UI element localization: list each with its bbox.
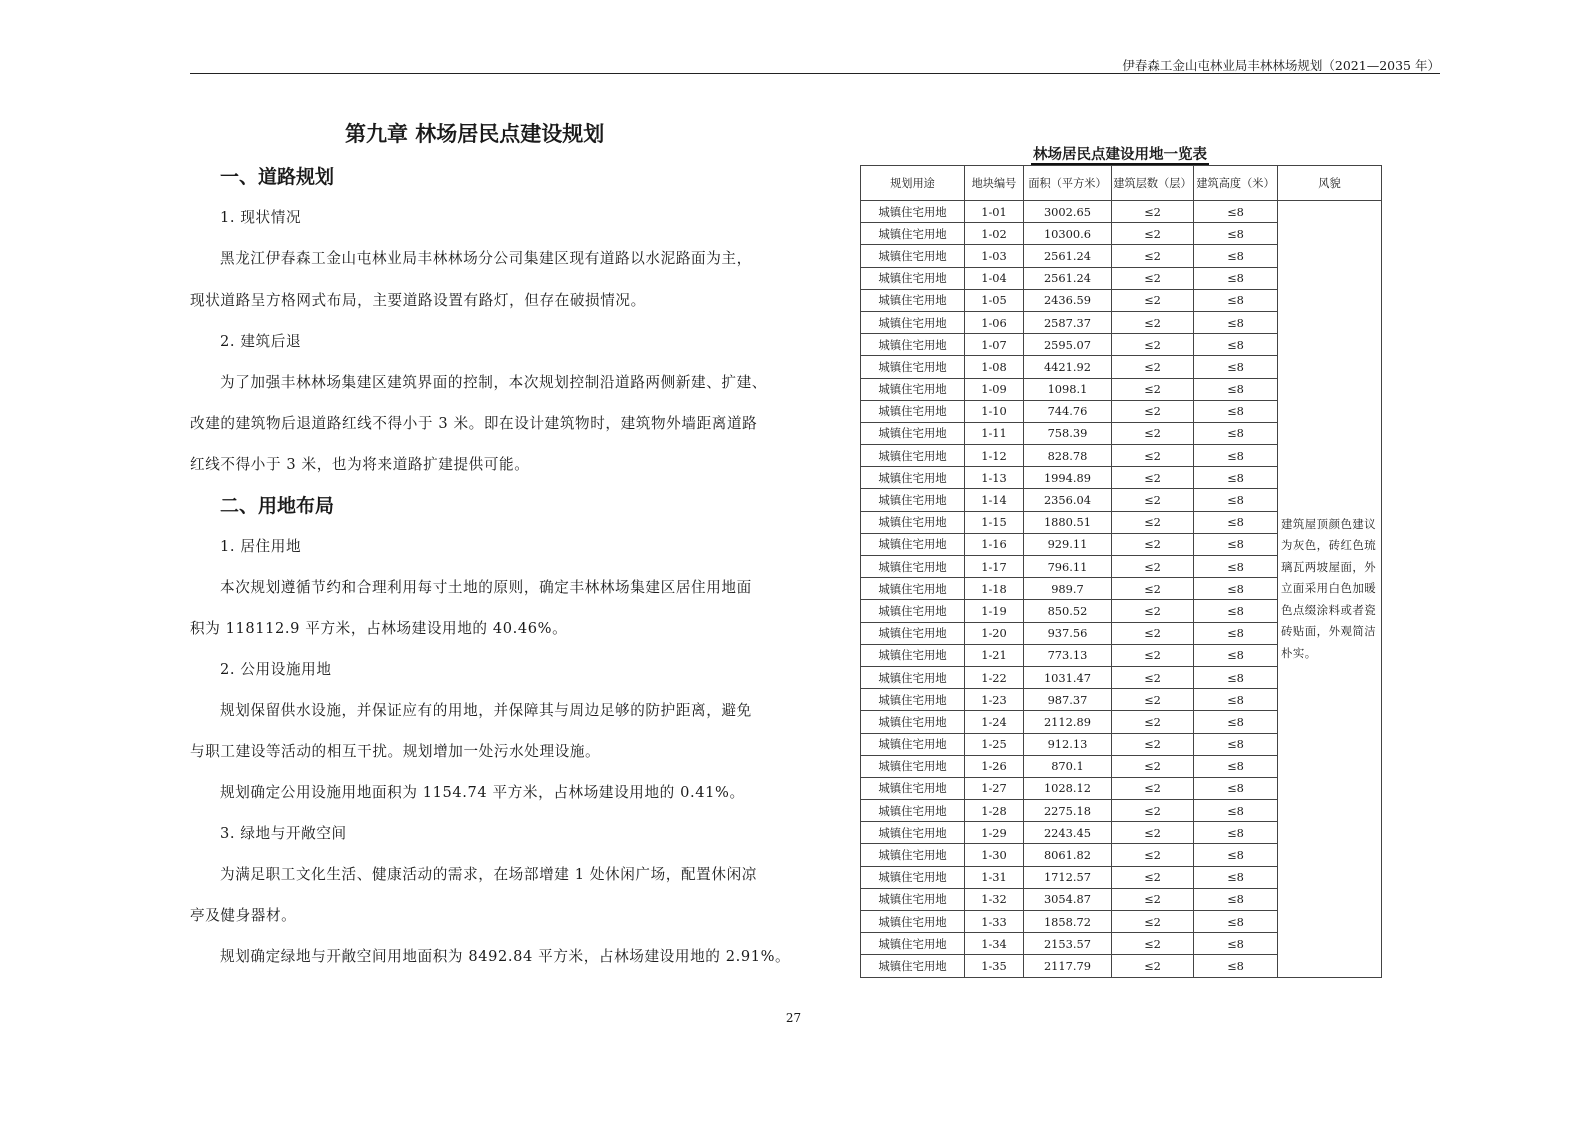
table-cell: ≤2 bbox=[1112, 311, 1194, 333]
paragraph-line: 规划保留供水设施，并保证应有的用地，并保障其与周边足够的防护距离，避免 bbox=[220, 702, 752, 719]
table-cell: 2356.04 bbox=[1024, 489, 1112, 511]
table-cell: 1-07 bbox=[965, 334, 1024, 356]
table-cell: ≤2 bbox=[1112, 578, 1194, 600]
table-cell: 城镇住宅用地 bbox=[861, 422, 965, 444]
table-cell: 2243.45 bbox=[1024, 822, 1112, 844]
table-cell: 1-12 bbox=[965, 445, 1024, 467]
column-header: 建筑层数（层） bbox=[1112, 166, 1194, 201]
paragraph-line: 改建的建筑物后退道路红线不得小于 3 米。即在设计建筑物时，建筑物外墙距离道路 bbox=[190, 415, 758, 432]
table-cell: 2117.79 bbox=[1024, 955, 1112, 977]
table-cell: ≤8 bbox=[1194, 800, 1278, 822]
table-cell: 2587.37 bbox=[1024, 311, 1112, 333]
table-cell: ≤2 bbox=[1112, 777, 1194, 799]
table-cell: 城镇住宅用地 bbox=[861, 755, 965, 777]
table-cell: 1-31 bbox=[965, 866, 1024, 888]
table-cell: 1994.89 bbox=[1024, 467, 1112, 489]
table-cell: 1-11 bbox=[965, 422, 1024, 444]
column-header: 风貌 bbox=[1278, 166, 1382, 201]
table-cell: 城镇住宅用地 bbox=[861, 223, 965, 245]
table-cell: ≤2 bbox=[1112, 600, 1194, 622]
table-cell: ≤8 bbox=[1194, 533, 1278, 555]
table-cell: ≤2 bbox=[1112, 866, 1194, 888]
paragraph-line: 本次规划遵循节约和合理利用每寸土地的原则，确定丰林林场集建区居住用地面 bbox=[220, 579, 752, 596]
table-cell: 2561.24 bbox=[1024, 245, 1112, 267]
table-cell: 城镇住宅用地 bbox=[861, 311, 965, 333]
table-cell: 1858.72 bbox=[1024, 911, 1112, 933]
table-cell: ≤8 bbox=[1194, 622, 1278, 644]
table-cell: ≤8 bbox=[1194, 556, 1278, 578]
table-cell: ≤2 bbox=[1112, 201, 1194, 223]
table-cell: ≤2 bbox=[1112, 711, 1194, 733]
column-header: 面积（平方米） bbox=[1024, 166, 1112, 201]
table-cell: 城镇住宅用地 bbox=[861, 911, 965, 933]
table-cell: ≤8 bbox=[1194, 467, 1278, 489]
table-cell: ≤8 bbox=[1194, 445, 1278, 467]
table-cell: 1-06 bbox=[965, 311, 1024, 333]
table-cell: 城镇住宅用地 bbox=[861, 800, 965, 822]
table-cell: ≤8 bbox=[1194, 223, 1278, 245]
table-cell: ≤8 bbox=[1194, 733, 1278, 755]
page-number: 27 bbox=[785, 1011, 802, 1025]
table-cell: 城镇住宅用地 bbox=[861, 400, 965, 422]
column-header: 地块编号 bbox=[965, 166, 1024, 201]
table-cell: 744.76 bbox=[1024, 400, 1112, 422]
table-cell: 1712.57 bbox=[1024, 866, 1112, 888]
table-cell: 1028.12 bbox=[1024, 777, 1112, 799]
table-cell: 987.37 bbox=[1024, 689, 1112, 711]
chapter-title: 第九章 林场居民点建设规划 bbox=[345, 122, 605, 146]
subheading-status: 1. 现状情况 bbox=[220, 209, 302, 226]
table-cell: 城镇住宅用地 bbox=[861, 622, 965, 644]
table-cell: 929.11 bbox=[1024, 533, 1112, 555]
table-cell: 2595.07 bbox=[1024, 334, 1112, 356]
table-cell: 城镇住宅用地 bbox=[861, 777, 965, 799]
table-cell: ≤2 bbox=[1112, 800, 1194, 822]
table-cell: 1-28 bbox=[965, 800, 1024, 822]
table-cell: 1-10 bbox=[965, 400, 1024, 422]
land-use-table bbox=[860, 165, 1382, 978]
table-cell: ≤8 bbox=[1194, 888, 1278, 910]
table-cell: 城镇住宅用地 bbox=[861, 689, 965, 711]
table-cell: 城镇住宅用地 bbox=[861, 511, 965, 533]
table-cell: 1-14 bbox=[965, 489, 1024, 511]
table-cell: ≤8 bbox=[1194, 578, 1278, 600]
table-cell: ≤8 bbox=[1194, 489, 1278, 511]
table-cell: ≤2 bbox=[1112, 888, 1194, 910]
table-cell: 1-13 bbox=[965, 467, 1024, 489]
table-cell: 4421.92 bbox=[1024, 356, 1112, 378]
subheading-residential: 1. 居住用地 bbox=[220, 538, 302, 555]
table-cell: 2275.18 bbox=[1024, 800, 1112, 822]
table-cell: ≤2 bbox=[1112, 356, 1194, 378]
table-cell: 796.11 bbox=[1024, 556, 1112, 578]
table-cell: ≤2 bbox=[1112, 267, 1194, 289]
table-header-row bbox=[861, 166, 1382, 201]
table-cell: ≤8 bbox=[1194, 600, 1278, 622]
table-cell: ≤2 bbox=[1112, 689, 1194, 711]
subheading-greenspace: 3. 绿地与开敞空间 bbox=[220, 825, 347, 842]
paragraph-line: 规划确定绿地与开敞空间用地面积为 8492.84 平方米，占林场建设用地的 2.91%。 bbox=[220, 948, 791, 965]
table-cell: 2561.24 bbox=[1024, 267, 1112, 289]
table-cell: 城镇住宅用地 bbox=[861, 933, 965, 955]
table-cell: ≤2 bbox=[1112, 955, 1194, 977]
table-cell: ≤8 bbox=[1194, 822, 1278, 844]
table-cell: ≤8 bbox=[1194, 356, 1278, 378]
table-cell: ≤2 bbox=[1112, 911, 1194, 933]
table-cell: 1-33 bbox=[965, 911, 1024, 933]
table-cell: 城镇住宅用地 bbox=[861, 445, 965, 467]
table-cell: ≤8 bbox=[1194, 844, 1278, 866]
table-cell: 1-20 bbox=[965, 622, 1024, 644]
table-cell: ≤2 bbox=[1112, 445, 1194, 467]
table-cell: 城镇住宅用地 bbox=[861, 267, 965, 289]
table-cell: ≤2 bbox=[1112, 622, 1194, 644]
table-cell: 城镇住宅用地 bbox=[861, 955, 965, 977]
paragraph-line: 黑龙江伊春森工金山屯林业局丰林林场分公司集建区现有道路以水泥路面为主， bbox=[220, 250, 752, 267]
table-cell: 城镇住宅用地 bbox=[861, 733, 965, 755]
table-cell: ≤8 bbox=[1194, 334, 1278, 356]
paragraph-line: 规划确定公用设施用地面积为 1154.74 平方米，占林场建设用地的 0.41%。 bbox=[220, 784, 745, 801]
table-cell: ≤8 bbox=[1194, 245, 1278, 267]
table-title bbox=[860, 143, 1380, 164]
section-heading-landuse: 二、用地布局 bbox=[220, 495, 335, 517]
table-cell: ≤2 bbox=[1112, 400, 1194, 422]
table-cell: 城镇住宅用地 bbox=[861, 844, 965, 866]
table-cell: 1-34 bbox=[965, 933, 1024, 955]
table-cell: 1-27 bbox=[965, 777, 1024, 799]
section-heading-roads: 一、道路规划 bbox=[220, 166, 335, 188]
table-cell: 1-35 bbox=[965, 955, 1024, 977]
table-cell: ≤8 bbox=[1194, 866, 1278, 888]
table-cell: 城镇住宅用地 bbox=[861, 600, 965, 622]
table-cell: 城镇住宅用地 bbox=[861, 533, 965, 555]
table-cell: ≤8 bbox=[1194, 201, 1278, 223]
table-cell: 828.78 bbox=[1024, 445, 1112, 467]
table-cell: 1-19 bbox=[965, 600, 1024, 622]
table-cell: 1880.51 bbox=[1024, 511, 1112, 533]
table-cell: 城镇住宅用地 bbox=[861, 289, 965, 311]
table-cell: 城镇住宅用地 bbox=[861, 489, 965, 511]
table-cell: ≤8 bbox=[1194, 378, 1278, 400]
table-cell: ≤2 bbox=[1112, 556, 1194, 578]
table-cell: 989.7 bbox=[1024, 578, 1112, 600]
paragraph-line: 现状道路呈方格网式布局，主要道路设置有路灯，但存在破损情况。 bbox=[190, 292, 646, 309]
table-cell: 城镇住宅用地 bbox=[861, 334, 965, 356]
table-cell: 2436.59 bbox=[1024, 289, 1112, 311]
table-cell: 912.13 bbox=[1024, 733, 1112, 755]
table-cell: 城镇住宅用地 bbox=[861, 467, 965, 489]
table-cell: 1-09 bbox=[965, 378, 1024, 400]
table-cell: 1-17 bbox=[965, 556, 1024, 578]
table-cell: ≤8 bbox=[1194, 955, 1278, 977]
paragraph-line: 积为 118112.9 平方米，占林场建设用地的 40.46%。 bbox=[190, 620, 568, 637]
table-cell: ≤2 bbox=[1112, 755, 1194, 777]
table-cell: ≤8 bbox=[1194, 777, 1278, 799]
table-cell: 城镇住宅用地 bbox=[861, 644, 965, 666]
table-cell: ≤2 bbox=[1112, 334, 1194, 356]
paragraph-line: 为满足职工文化生活、健康活动的需求，在场部增建 1 处休闲广场，配置休闲凉 bbox=[220, 866, 757, 883]
table-cell: 城镇住宅用地 bbox=[861, 201, 965, 223]
paragraph-line: 与职工建设等活动的相互干扰。规划增加一处污水处理设施。 bbox=[190, 743, 601, 760]
table-cell: 1-26 bbox=[965, 755, 1024, 777]
table-cell: 1-29 bbox=[965, 822, 1024, 844]
header-rule bbox=[190, 73, 1440, 74]
table-cell: 1-15 bbox=[965, 511, 1024, 533]
table-title-text: 林场居民点建设用地一览表 bbox=[1033, 147, 1207, 163]
table-cell: ≤8 bbox=[1194, 644, 1278, 666]
subheading-setback: 2. 建筑后退 bbox=[220, 333, 302, 350]
table-cell: 3002.65 bbox=[1024, 201, 1112, 223]
table-cell: ≤8 bbox=[1194, 933, 1278, 955]
table-cell: ≤8 bbox=[1194, 267, 1278, 289]
table-cell: 1-18 bbox=[965, 578, 1024, 600]
table-cell: 1-32 bbox=[965, 888, 1024, 910]
table-cell: ≤8 bbox=[1194, 511, 1278, 533]
table-cell: 城镇住宅用地 bbox=[861, 245, 965, 267]
table-cell: ≤8 bbox=[1194, 911, 1278, 933]
table-cell: ≤2 bbox=[1112, 511, 1194, 533]
table-cell: 城镇住宅用地 bbox=[861, 578, 965, 600]
table-cell: 城镇住宅用地 bbox=[861, 556, 965, 578]
table-cell: ≤8 bbox=[1194, 422, 1278, 444]
paragraph-line: 为了加强丰林林场集建区建筑界面的控制，本次规划控制沿道路两侧新建、扩建、 bbox=[220, 374, 767, 391]
table-cell: 1031.47 bbox=[1024, 666, 1112, 688]
table-cell: 1-02 bbox=[965, 223, 1024, 245]
table-cell: 850.52 bbox=[1024, 600, 1112, 622]
table-cell: 城镇住宅用地 bbox=[861, 666, 965, 688]
table-cell: 城镇住宅用地 bbox=[861, 866, 965, 888]
table-cell: 1-16 bbox=[965, 533, 1024, 555]
table-cell: ≤2 bbox=[1112, 644, 1194, 666]
table-cell: ≤2 bbox=[1112, 533, 1194, 555]
table-cell: ≤8 bbox=[1194, 666, 1278, 688]
table-cell: 1-25 bbox=[965, 733, 1024, 755]
table-cell: ≤2 bbox=[1112, 245, 1194, 267]
table-cell: ≤2 bbox=[1112, 822, 1194, 844]
table-cell: 城镇住宅用地 bbox=[861, 888, 965, 910]
table-cell: 1-24 bbox=[965, 711, 1024, 733]
table-cell: ≤8 bbox=[1194, 689, 1278, 711]
table-body bbox=[861, 201, 1382, 978]
column-header: 建筑高度（米） bbox=[1194, 166, 1278, 201]
table-cell: 870.1 bbox=[1024, 755, 1112, 777]
table-cell: 1-03 bbox=[965, 245, 1024, 267]
table-cell: ≤8 bbox=[1194, 711, 1278, 733]
table-row bbox=[861, 201, 1382, 223]
subheading-utilities: 2. 公用设施用地 bbox=[220, 661, 332, 678]
table-cell: 1-22 bbox=[965, 666, 1024, 688]
table-cell: ≤2 bbox=[1112, 666, 1194, 688]
table-cell: ≤2 bbox=[1112, 467, 1194, 489]
table-cell: 2112.89 bbox=[1024, 711, 1112, 733]
paragraph-line: 亭及健身器材。 bbox=[190, 907, 297, 924]
table-cell: 1-08 bbox=[965, 356, 1024, 378]
table-cell: ≤2 bbox=[1112, 223, 1194, 245]
table-cell: 城镇住宅用地 bbox=[861, 711, 965, 733]
table-cell: 1098.1 bbox=[1024, 378, 1112, 400]
table-cell: 773.13 bbox=[1024, 644, 1112, 666]
paragraph-line: 红线不得小于 3 米，也为将来道路扩建提供可能。 bbox=[190, 456, 530, 473]
table-cell: 1-23 bbox=[965, 689, 1024, 711]
table-cell: ≤2 bbox=[1112, 933, 1194, 955]
table-cell: 758.39 bbox=[1024, 422, 1112, 444]
table-cell: ≤2 bbox=[1112, 289, 1194, 311]
style-note-cell: 建筑屋顶颜色建议为灰色，砖红色琉璃瓦两坡屋面，外立面采用白色加暖色点缀涂料或者瓷砖贴面，外观简洁朴实。 bbox=[1278, 201, 1382, 978]
table-cell: ≤2 bbox=[1112, 844, 1194, 866]
table-cell: ≤8 bbox=[1194, 400, 1278, 422]
table-cell: ≤2 bbox=[1112, 422, 1194, 444]
table-cell: 3054.87 bbox=[1024, 888, 1112, 910]
table-cell: ≤2 bbox=[1112, 733, 1194, 755]
column-header: 规划用途 bbox=[861, 166, 965, 201]
table-cell: 城镇住宅用地 bbox=[861, 822, 965, 844]
table-cell: 937.56 bbox=[1024, 622, 1112, 644]
table-cell: 城镇住宅用地 bbox=[861, 378, 965, 400]
table-cell: 2153.57 bbox=[1024, 933, 1112, 955]
table-cell: ≤2 bbox=[1112, 378, 1194, 400]
table-cell: 1-05 bbox=[965, 289, 1024, 311]
table-cell: 城镇住宅用地 bbox=[861, 356, 965, 378]
table-cell: ≤2 bbox=[1112, 489, 1194, 511]
table-cell: ≤8 bbox=[1194, 755, 1278, 777]
table-cell: 10300.6 bbox=[1024, 223, 1112, 245]
table-cell: 1-30 bbox=[965, 844, 1024, 866]
table-cell: ≤8 bbox=[1194, 311, 1278, 333]
table-cell: 1-21 bbox=[965, 644, 1024, 666]
running-header: 伊春森工金山屯林业局丰林林场规划（2021—2035 年） bbox=[1122, 58, 1440, 73]
table-cell: ≤8 bbox=[1194, 289, 1278, 311]
table-cell: 8061.82 bbox=[1024, 844, 1112, 866]
table-cell: 1-04 bbox=[965, 267, 1024, 289]
table-cell: 1-01 bbox=[965, 201, 1024, 223]
